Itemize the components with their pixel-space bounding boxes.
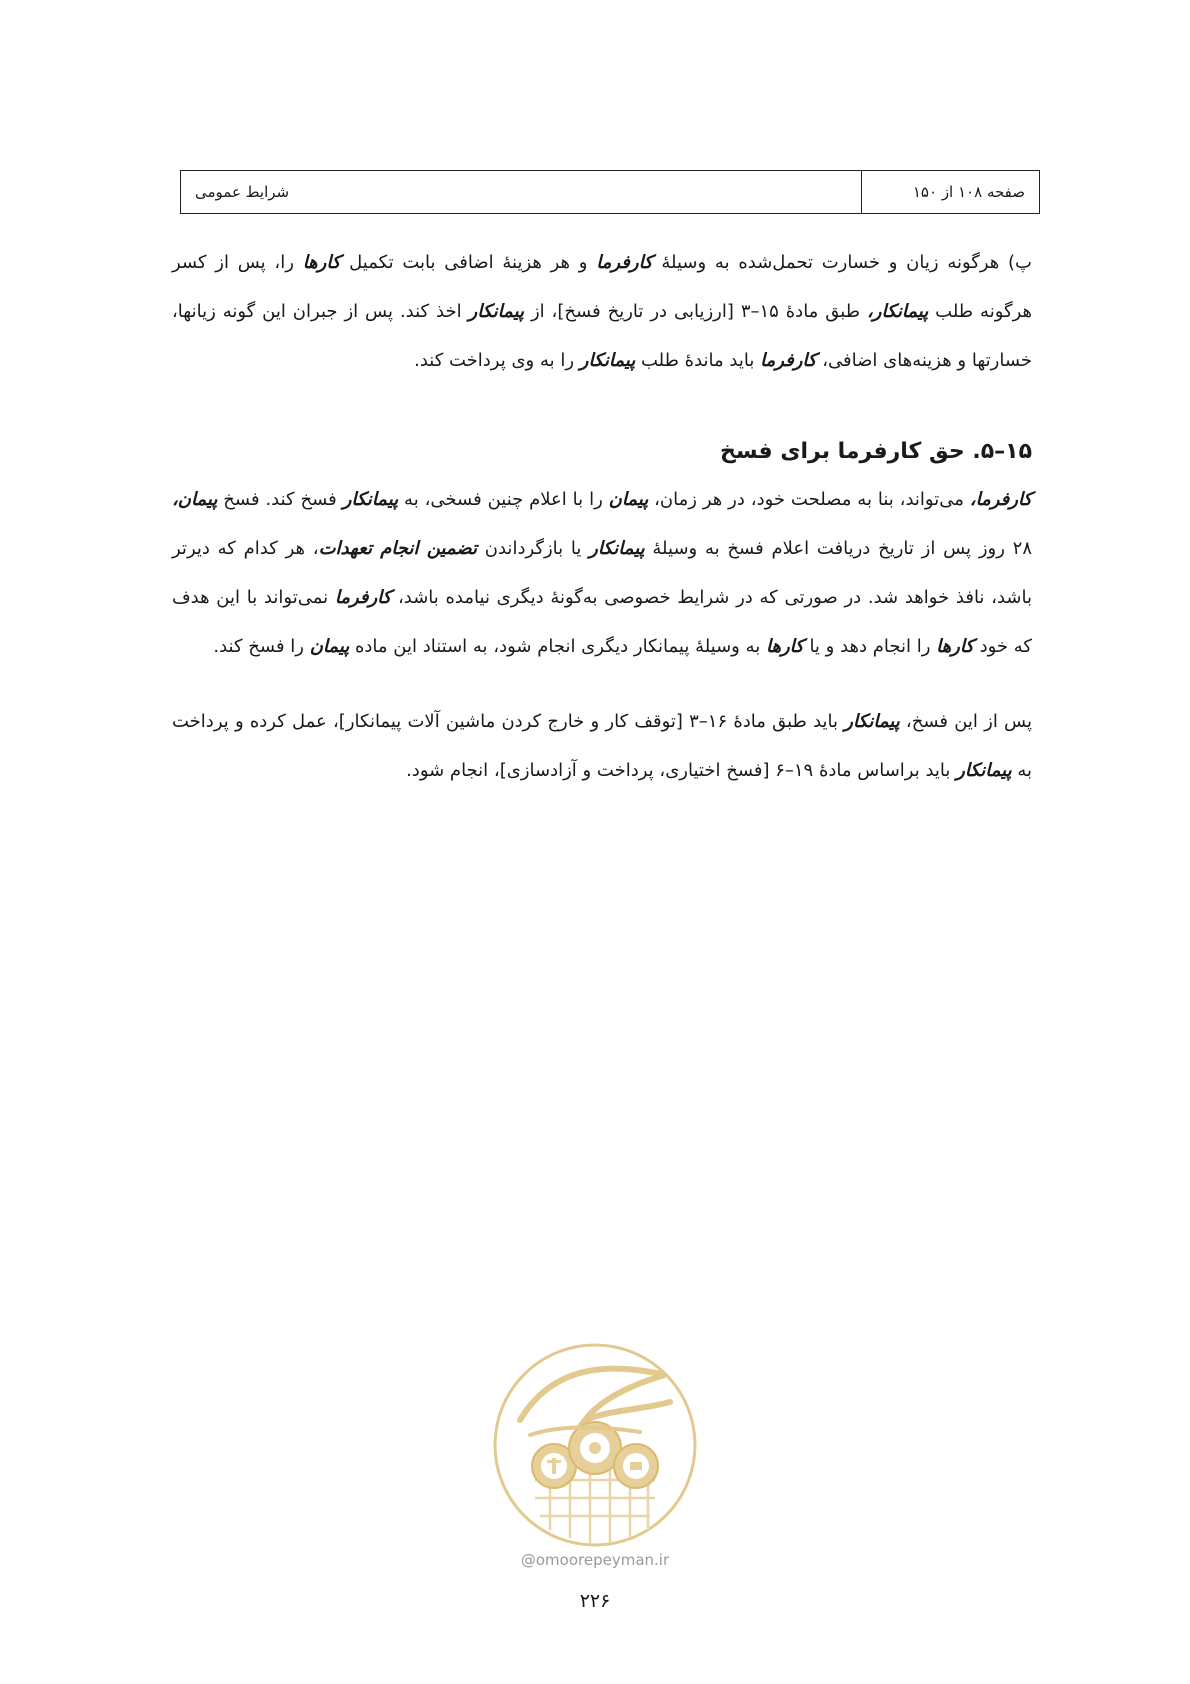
page-number: ۲۲۶ — [579, 1590, 611, 1612]
term-performance-security: تضمین انجام تعهدات — [318, 538, 477, 559]
term-contract: پیمان — [608, 489, 649, 510]
header-page-info: صفحه ۱۰۸ از ۱۵۰ — [861, 171, 1039, 213]
term-contractor: پیمانکار — [844, 711, 900, 732]
text-run: می‌تواند، بنا به مصلحت خود، در هر زمان، — [648, 489, 970, 510]
term-contractor: پیمانکار — [579, 350, 636, 371]
spacer — [172, 671, 1032, 697]
term-contractor: پیمانکار — [342, 489, 399, 510]
document-body — [172, 238, 1032, 795]
paragraph-after-termination — [172, 697, 1032, 795]
page-header — [180, 170, 1040, 214]
text-run: را با اعلام چنین فسخی، به — [398, 489, 609, 510]
text-run: پس از این فسخ، — [899, 711, 1032, 732]
text-run: و هر هزینهٔ اضافی بابت تکمیل — [340, 252, 597, 273]
text-run: را، پس از کسر هرگونه طلب — [172, 252, 1032, 322]
text-run: را انجام دهد و یا — [803, 636, 937, 657]
logo-caption: @omoorepeyman.ir — [520, 1551, 670, 1569]
term-contractor: پیمانکار — [956, 760, 1012, 781]
term-employer: کارفرما — [596, 252, 653, 273]
text-run: پ) هرگونه زیان و خسارت تحمل‌شده به وسیلهٔ — [652, 252, 1032, 273]
text-run: فسخ کند. فسخ — [217, 489, 343, 510]
term-works: کارها — [936, 636, 974, 657]
text-run: به وسیلهٔ پیمانکار دیگری انجام شود، به استناد این ماده — [349, 636, 766, 657]
text-run: را به وی پرداخت کند. — [414, 350, 580, 371]
term-employer: کارفرما، — [969, 489, 1032, 510]
term-contractor: پیمانکار، — [866, 301, 929, 322]
text-run: اخذ کند. پس از جبران این گونه زیانها، خسارتها و هزینه‌های اضافی، — [172, 301, 1032, 371]
header-section-title: شرایط عمومی — [195, 183, 290, 201]
term-employer: کارفرما — [760, 350, 817, 371]
term-employer: کارفرما — [334, 587, 392, 608]
section-heading: ۱۵–۵. حق کارفرما برای فسخ — [720, 439, 1032, 464]
text-run: باید براساس مادهٔ ۱۹–۶ [فسخ اختیاری، پرداخت و آزادسازی]، انجام شود. — [406, 760, 957, 781]
term-contractor: پیمانکار — [589, 538, 645, 559]
text-run: باید طبق مادهٔ ۱۶–۳ [توقف کار و خارج کردن ماشین آلات پیمانکار]، عمل کرده و پرداخت به — [172, 711, 1032, 781]
term-works: کارها — [765, 636, 804, 657]
paragraph-compensation — [172, 238, 1032, 385]
text-run: ۲۸ روز پس از تاریخ دریافت اعلام فسخ به وسیلهٔ — [644, 538, 1033, 559]
text-run: طبق مادهٔ ۱۵–۳ [ارزیابی در تاریخ فسخ]، از — [524, 301, 867, 322]
paragraph-termination — [172, 475, 1032, 671]
text-run: باید ماندهٔ طلب — [635, 350, 761, 371]
text-run: را فسخ کند. — [213, 636, 310, 657]
term-contractor: پیمانکار — [468, 301, 525, 322]
spacer — [172, 385, 1032, 429]
term-contract: پیمان، — [172, 489, 218, 510]
text-run: یا بازگرداندن — [477, 538, 590, 559]
text-run: ، هر کدام که دیرتر باشد، نافذ خواهد شد. در صورتی که در شرایط خصوصی به‌گونهٔ دیگری نیامده باشد، — [172, 538, 1032, 608]
term-works: کارها — [302, 252, 341, 273]
omoorepeyman-seal-icon — [490, 1340, 700, 1550]
term-contract: پیمان — [309, 636, 350, 657]
text-run: نمی‌تواند با این هدف که خود — [172, 587, 1032, 657]
